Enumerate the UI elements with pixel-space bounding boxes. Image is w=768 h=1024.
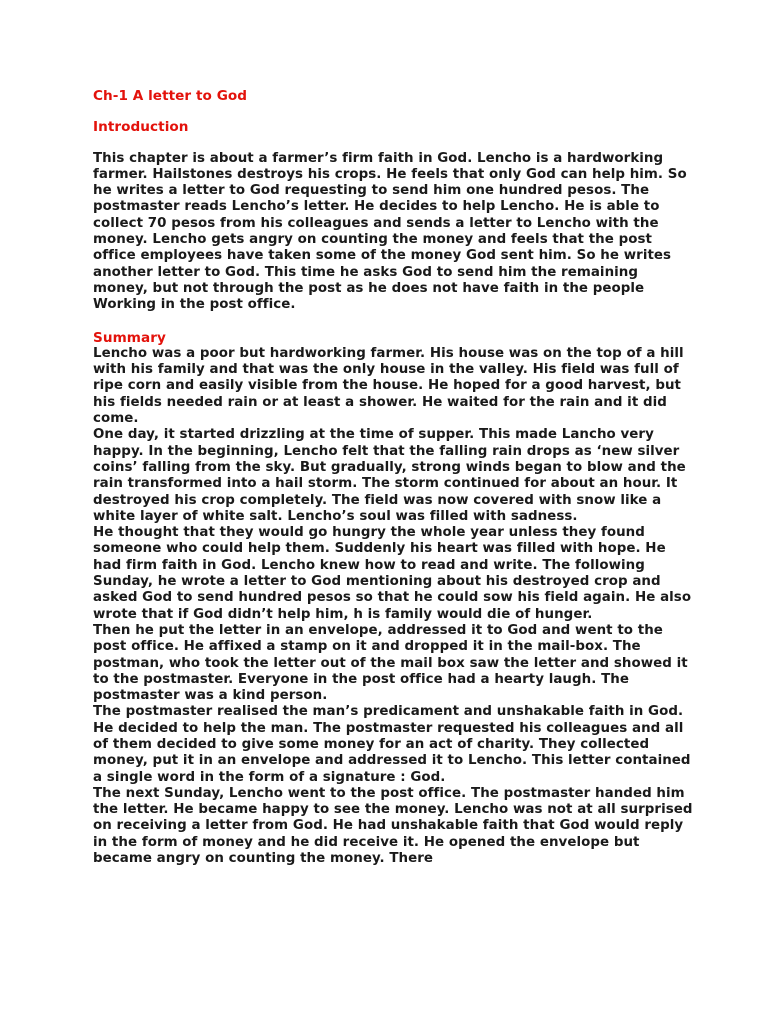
summary-paragraph: Then he put the letter in an envelope, addressed it to God and went to the post office. He affixed a stamp on it and dropped it in the mail-box. The postman, who took the letter out of the mail box saw the letter and showed it to the postmaster. Everyone in the post office had a hearty laugh. The postmaster was a kind person. xyxy=(93,622,688,704)
chapter-title: Ch-1 A letter to God xyxy=(93,88,248,104)
document-page xyxy=(93,88,693,867)
summary-paragraph: One day, it started drizzling at the time of supper. This made Lancho very happy. In the beginning, Lencho felt that the falling rain drops as ‘new silver coins’ falling from the sky. But gradually, strong winds began to blow and the rain transformed into a hail storm. The storm continued for about an hour. It destroyed his crop completely. The field was now covered with snow like a white layer of white salt. Lencho’s soul was filled with sadness. xyxy=(93,427,686,524)
summary-paragraph: Lencho was a poor but hardworking farmer. His house was on the top of a hill with his family and that was the only house in the valley. His field was full of ripe corn and easily visible from the house. He hoped for a good harvest, but his fields needed rain or at least a shower. He waited for the rain and it did come. xyxy=(93,345,684,427)
summary-paragraph: The postmaster realised the man’s predicament and unshakable faith in God. He decided to help the man. The postmaster requested his colleagues and all of them decided to give some money for an act of charity. They collected money, put it in an envelope and addressed it to Lencho. This letter contained a single word in the form of a signature : God. xyxy=(93,704,691,785)
summary-paragraph: The next Sunday, Lencho went to the post office. The postmaster handed him the letter. He became happy to see the money. Lencho was not at all surprised on receiving a letter from God. He had unshakable faith that God would reply in the form of money and he did receive it. He opened the envelope but became angry on counting the money. There xyxy=(93,785,693,867)
introduction-paragraph: This chapter is about a farmer’s firm faith in God. Lencho is a hardworking farmer. Hailstones destroys his crops. He feels that only God can help him. So he writes a letter to God requesting to send him one hundred pesos. The postmaster reads Lencho’s letter. He decides to help Lencho. He is able to collect 70 pesos from his colleagues and sends a letter to Lencho with the money. Lencho gets angry on counting the money and feels that the post office employees have taken some of the money God sent him. So he writes another letter to God. This time he asks God to send him the remaining money, but not through the post as he does not have faith in the people Working in the post office. xyxy=(93,150,687,313)
summary-heading: Summary xyxy=(93,329,166,346)
summary-paragraph: He thought that they would go hungry the whole year unless they found someone who could help them. Suddenly his heart was filled with hope. He had firm faith in God. Lencho knew how to read and write. The following Sunday, he wrote a letter to God mentioning about his destroyed crop and asked God to send hundred pesos so that he could sow his field again. He also wrote that if God didn’t help him, h is family would die of hunger. xyxy=(93,525,692,622)
introduction-heading: Introduction xyxy=(93,119,189,136)
